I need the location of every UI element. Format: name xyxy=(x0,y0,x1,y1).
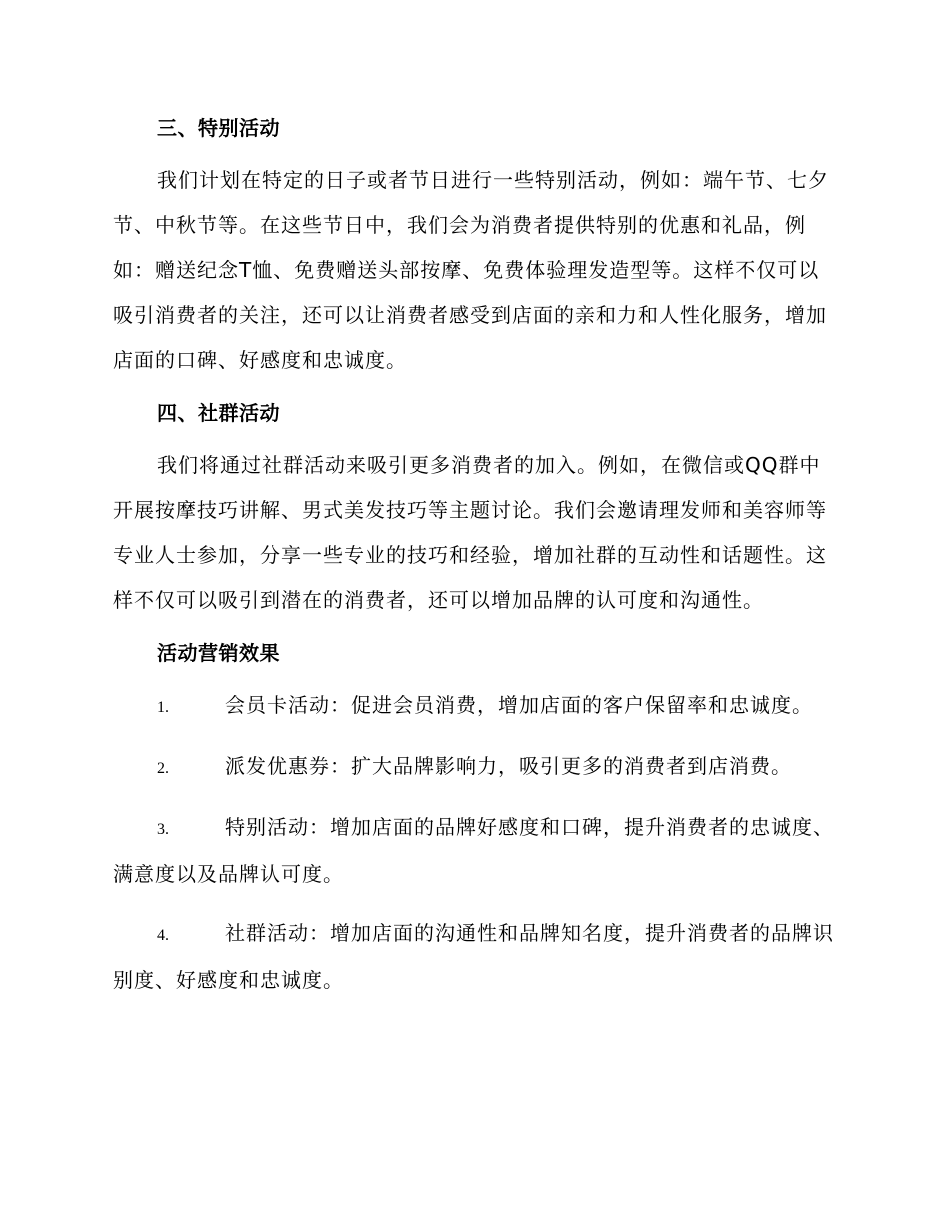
list-item xyxy=(113,911,837,1003)
list-item-text: 派发优惠券：扩大品牌影响力，吸引更多的消费者到店消费。 xyxy=(225,754,792,778)
list-item xyxy=(113,805,837,897)
section-heading-marketing-effects: 活动营销效果 xyxy=(157,641,280,665)
list-item-number: 4. xyxy=(157,927,169,944)
list-item-text: 会员卡活动：促进会员消费，增加店面的客户保留率和忠诚度。 xyxy=(225,693,813,717)
list-item-number: 1. xyxy=(157,699,169,716)
list-item-text: 特别活动：增加店面的品牌好感度和口碑，提升消费者的忠诚度、满意度以及品牌认可度。 xyxy=(113,815,834,886)
section-body-community-activities: 我们将通过社群活动来吸引更多消费者的加入。例如，在微信或QQ群中开展按摩技巧讲解、男式美发技巧等主题讨论。我们会邀请理发师和美容师等专业人士参加，分享一些专业的技巧和经验，增加社群的互动性和话题性。这样不仅可以吸引到潜在的消费者，还可以增加品牌的认可度和沟通性。 xyxy=(113,453,827,612)
effects-list xyxy=(113,683,837,1003)
list-item xyxy=(113,683,837,730)
list-item-number: 2. xyxy=(157,760,169,777)
list-item xyxy=(113,744,837,791)
list-item-text: 社群活动：增加店面的沟通性和品牌知名度，提升消费者的品牌识别度、好感度和忠诚度。 xyxy=(113,921,834,992)
section-heading-special-activities: 三、特别活动 xyxy=(157,116,280,140)
section-heading-community-activities: 四、社群活动 xyxy=(157,401,280,425)
list-item-number: 3. xyxy=(157,821,169,838)
section-body-special-activities: 我们计划在特定的日子或者节日进行一些特别活动，例如：端午节、七夕节、中秋节等。在这些节日中，我们会为消费者提供特别的优惠和礼品，例如：赠送纪念T恤、免费赠送头部按摩、免费体验理发造型等。这样不仅可以吸引消费者的关注，还可以让消费者感受到店面的亲和力和人性化服务，增加店面的口碑、好感度和忠诚度。 xyxy=(113,168,829,372)
